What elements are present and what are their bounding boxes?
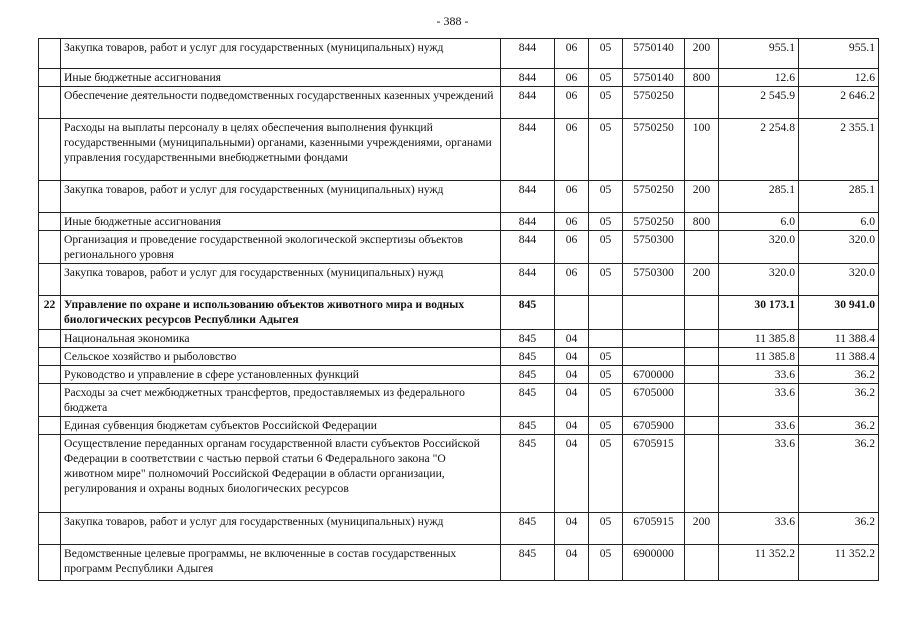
subsection-code: 05 [589,231,623,264]
row-number: 22 [39,296,61,330]
section-code: 06 [555,87,589,119]
expense-type-code: 800 [685,69,719,87]
ved-code: 845 [501,330,555,348]
row-number [39,545,61,581]
amount-year-1: 33.6 [719,366,799,384]
section-code: 06 [555,264,589,296]
table-row [39,348,879,366]
subsection-code: 05 [589,435,623,513]
amount-year-2: 285.1 [799,181,879,213]
amount-year-2: 955.1 [799,39,879,69]
section-code: 06 [555,119,589,181]
subsection-code [589,296,623,330]
target-article-code: 5750300 [623,231,685,264]
row-number [39,513,61,545]
subsection-code: 05 [589,545,623,581]
ved-code: 844 [501,69,555,87]
row-number [39,69,61,87]
amount-year-1: 33.6 [719,417,799,435]
amount-year-2: 11 352.2 [799,545,879,581]
target-article-code: 5750250 [623,213,685,231]
section-code: 04 [555,384,589,417]
table-row [39,87,879,119]
table-row [39,181,879,213]
amount-year-1: 11 352.2 [719,545,799,581]
section-code: 04 [555,330,589,348]
expense-type-code [685,417,719,435]
table-row [39,513,879,545]
row-name: Обеспечение деятельности подведомственных государственных казенных учреждений [61,87,501,119]
row-number [39,330,61,348]
amount-year-1: 33.6 [719,435,799,513]
section-code: 04 [555,348,589,366]
expense-type-code: 200 [685,264,719,296]
amount-year-2: 36.2 [799,417,879,435]
amount-year-2: 36.2 [799,435,879,513]
row-number [39,39,61,69]
section-code: 04 [555,417,589,435]
target-article-code: 5750140 [623,69,685,87]
row-name: Организация и проведение государственной экологической экспертизы объектов регионального уровня [61,231,501,264]
subsection-code: 05 [589,69,623,87]
ved-code: 844 [501,181,555,213]
target-article-code: 6705915 [623,513,685,545]
subsection-code: 05 [589,417,623,435]
expense-type-code: 800 [685,213,719,231]
amount-year-2: 320.0 [799,264,879,296]
row-name: Национальная экономика [61,330,501,348]
amount-year-1: 11 385.8 [719,330,799,348]
ved-code: 845 [501,545,555,581]
expense-type-code: 200 [685,39,719,69]
target-article-code: 5750250 [623,181,685,213]
subsection-code: 05 [589,181,623,213]
expense-type-code: 200 [685,181,719,213]
amount-year-2: 36.2 [799,384,879,417]
expense-type-code: 100 [685,119,719,181]
amount-year-1: 320.0 [719,231,799,264]
row-number [39,213,61,231]
subsection-code: 05 [589,39,623,69]
table-row [39,296,879,330]
table-row [39,545,879,581]
target-article-code [623,348,685,366]
amount-year-1: 6.0 [719,213,799,231]
row-name: Закупка товаров, работ и услуг для государственных (муниципальных) нужд [61,181,501,213]
amount-year-1: 33.6 [719,513,799,545]
amount-year-2: 30 941.0 [799,296,879,330]
ved-code: 844 [501,231,555,264]
expense-type-code: 200 [685,513,719,545]
subsection-code: 05 [589,513,623,545]
ved-code: 844 [501,119,555,181]
ved-code: 844 [501,87,555,119]
budget-table [38,38,879,581]
row-name: Расходы за счет межбюджетных трансфертов, предоставляемых из федерального бюджета [61,384,501,417]
target-article-code [623,330,685,348]
amount-year-1: 12.6 [719,69,799,87]
row-number [39,417,61,435]
subsection-code: 05 [589,264,623,296]
row-number [39,384,61,417]
row-number [39,264,61,296]
row-number [39,231,61,264]
row-name: Иные бюджетные ассигнования [61,213,501,231]
row-number [39,366,61,384]
expense-type-code [685,330,719,348]
target-article-code: 6900000 [623,545,685,581]
section-code: 06 [555,39,589,69]
ved-code: 845 [501,513,555,545]
section-code: 04 [555,513,589,545]
expense-type-code [685,366,719,384]
amount-year-1: 2 254.8 [719,119,799,181]
expense-type-code [685,545,719,581]
ved-code: 845 [501,435,555,513]
row-number [39,181,61,213]
subsection-code: 05 [589,87,623,119]
target-article-code [623,296,685,330]
section-code: 04 [555,435,589,513]
ved-code: 844 [501,213,555,231]
table-row [39,435,879,513]
target-article-code: 6705000 [623,384,685,417]
row-name: Иные бюджетные ассигнования [61,69,501,87]
subsection-code: 05 [589,348,623,366]
amount-year-1: 320.0 [719,264,799,296]
amount-year-2: 36.2 [799,366,879,384]
amount-year-2: 36.2 [799,513,879,545]
expense-type-code [685,231,719,264]
section-code: 04 [555,366,589,384]
ved-code: 845 [501,366,555,384]
row-name: Сельское хозяйство и рыболовство [61,348,501,366]
page-number: - 388 - [436,14,469,28]
ved-code: 845 [501,384,555,417]
table-row [39,417,879,435]
row-number [39,348,61,366]
amount-year-1: 11 385.8 [719,348,799,366]
row-name: Руководство и управление в сфере установленных функций [61,366,501,384]
row-name: Ведомственные целевые программы, не включенные в состав государственных программ Республики Адыгея [61,545,501,581]
section-code: 06 [555,181,589,213]
section-code: 06 [555,69,589,87]
section-code [555,296,589,330]
expense-type-code [685,87,719,119]
row-number [39,87,61,119]
subsection-code: 05 [589,119,623,181]
ved-code: 844 [501,39,555,69]
amount-year-1: 30 173.1 [719,296,799,330]
target-article-code: 6705915 [623,435,685,513]
table-row [39,264,879,296]
amount-year-1: 2 545.9 [719,87,799,119]
target-article-code: 6705900 [623,417,685,435]
table-row [39,119,879,181]
row-name: Закупка товаров, работ и услуг для государственных (муниципальных) нужд [61,513,501,545]
table-row [39,384,879,417]
section-code: 06 [555,231,589,264]
expense-type-code [685,348,719,366]
table-row [39,39,879,69]
amount-year-2: 11 388.4 [799,348,879,366]
row-name: Закупка товаров, работ и услуг для государственных (муниципальных) нужд [61,264,501,296]
amount-year-1: 955.1 [719,39,799,69]
target-article-code: 5750250 [623,87,685,119]
amount-year-1: 33.6 [719,384,799,417]
ved-code: 844 [501,264,555,296]
section-code: 04 [555,545,589,581]
subsection-code [589,330,623,348]
amount-year-2: 2 646.2 [799,87,879,119]
subsection-code: 05 [589,366,623,384]
row-number [39,119,61,181]
row-name: Закупка товаров, работ и услуг для государственных (муниципальных) нужд [61,39,501,69]
amount-year-2: 2 355.1 [799,119,879,181]
table-row [39,366,879,384]
ved-code: 845 [501,417,555,435]
amount-year-2: 320.0 [799,231,879,264]
table-row [39,213,879,231]
table-row [39,69,879,87]
table-row [39,231,879,264]
ved-code: 845 [501,348,555,366]
row-name: Расходы на выплаты персоналу в целях обеспечения выполнения функций государственными (муниципальными) органами, казенными учреждениями, органами управления государственными внебюджетными фондами [61,119,501,181]
amount-year-1: 285.1 [719,181,799,213]
expense-type-code [685,435,719,513]
target-article-code: 5750140 [623,39,685,69]
target-article-code: 5750250 [623,119,685,181]
amount-year-2: 11 388.4 [799,330,879,348]
expense-type-code [685,296,719,330]
row-number [39,435,61,513]
amount-year-2: 6.0 [799,213,879,231]
expense-type-code [685,384,719,417]
target-article-code: 5750300 [623,264,685,296]
subsection-code: 05 [589,213,623,231]
section-code: 06 [555,213,589,231]
amount-year-2: 12.6 [799,69,879,87]
row-name: Единая субвенция бюджетам субъектов Российской Федерации [61,417,501,435]
subsection-code: 05 [589,384,623,417]
target-article-code: 6700000 [623,366,685,384]
table-row [39,330,879,348]
ved-code: 845 [501,296,555,330]
row-name: Управление по охране и использованию объектов животного мира и водных биологических ресурсов Республики Адыгея [61,296,501,330]
row-name: Осуществление переданных органам государственной власти субъектов Российской Федерации в соответствии с частью первой статьи 6 Федерального закона "О животном мире" полномочий Российской Федерации в области организации, регулирования и охраны водных биологических ресурсов [61,435,501,513]
